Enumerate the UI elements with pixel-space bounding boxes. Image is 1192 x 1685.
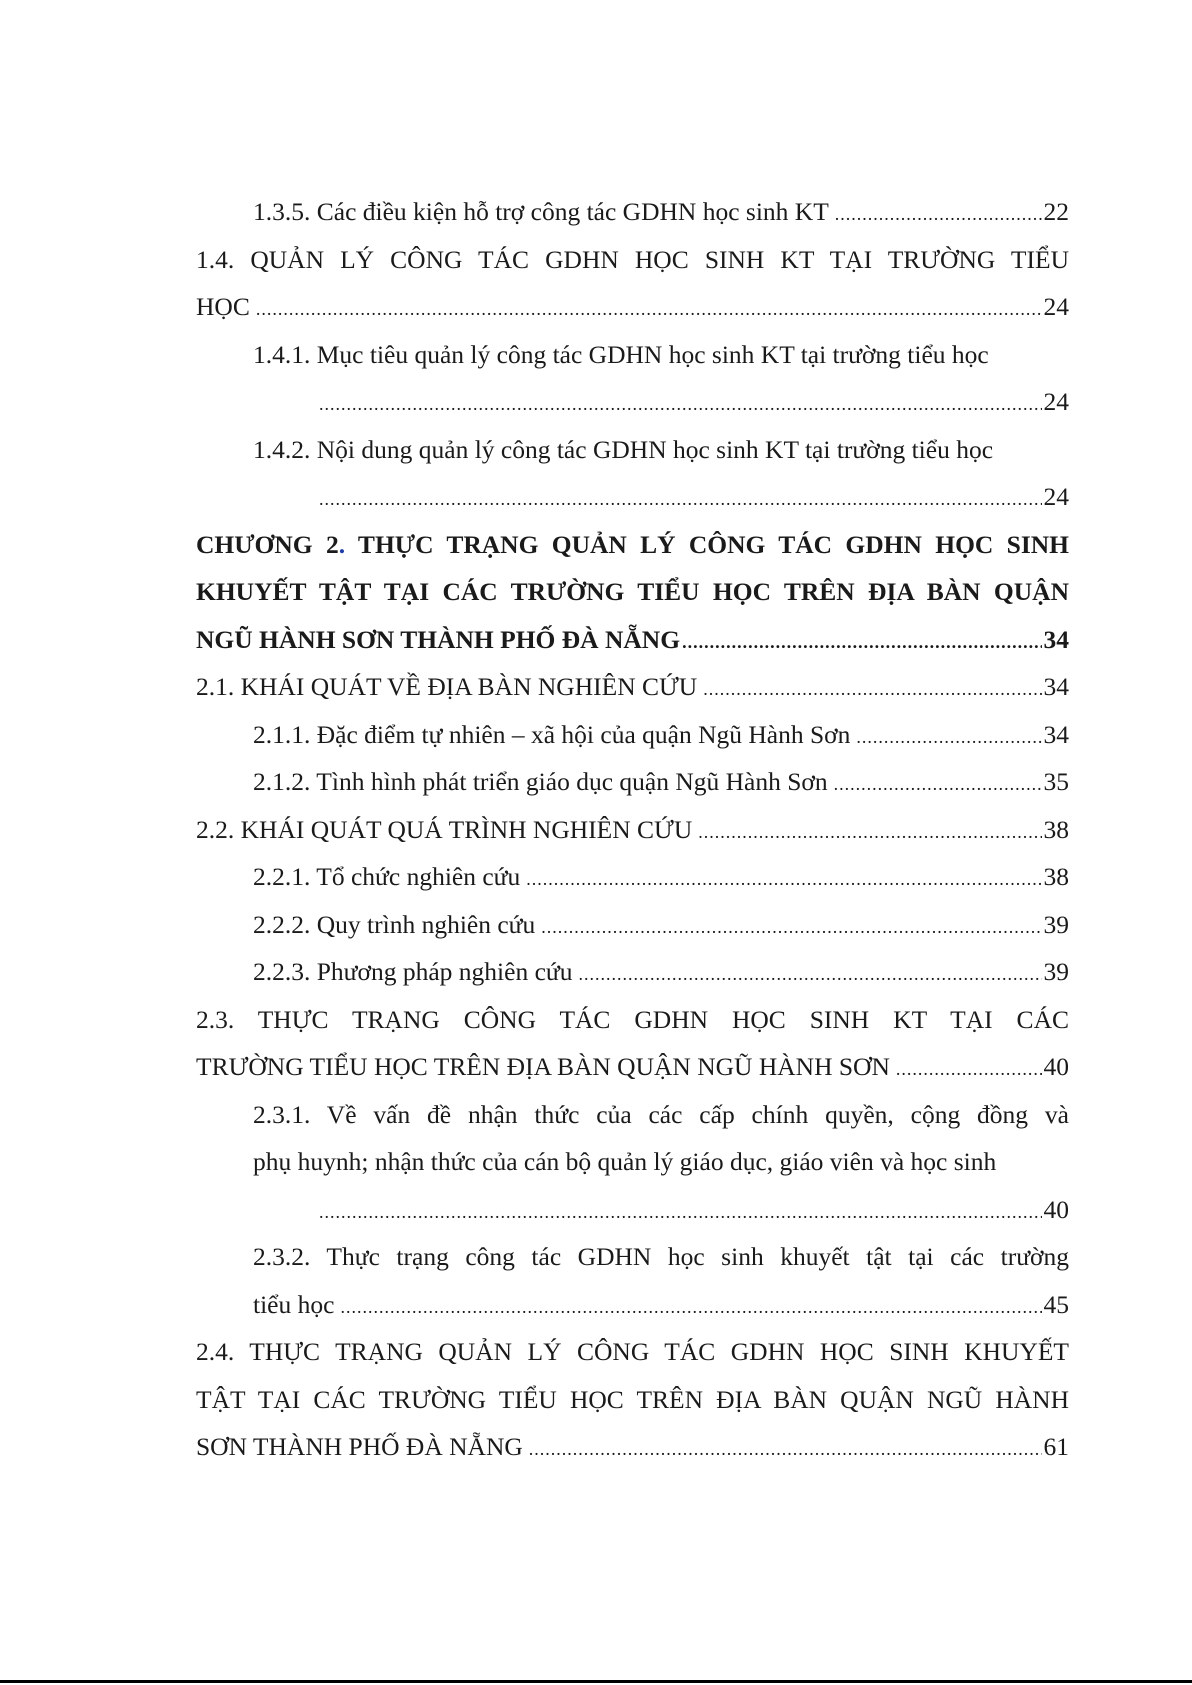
toc-entry-title: 2.2.1. Tổ chức nghiên cứu bbox=[253, 862, 521, 891]
toc-entry-title: 1.3.5. Các điều kiện hỗ trợ công tác GDHN học sinh KT bbox=[253, 197, 829, 226]
table-of-contents bbox=[196, 188, 1069, 1471]
toc-page-number: 39 bbox=[1043, 909, 1069, 939]
toc-entry-2-3-1-line2[interactable] bbox=[196, 1138, 1069, 1186]
toc-page-number: 35 bbox=[1043, 767, 1069, 796]
toc-entry-title: 1.4.1. Mục tiêu quản lý công tác GDHN học sinh KT tại trường tiểu học bbox=[253, 339, 989, 369]
toc-entry-2-2-1[interactable] bbox=[196, 853, 1069, 901]
toc-entry-title: 2.2. KHÁI QUÁT QUÁ TRÌNH NGHIÊN CỨU bbox=[196, 814, 693, 844]
chapter-label: CHƯƠNG 2. THỰC TRẠNG QUẢN LÝ CÔNG TÁC GDHN HỌC SINH bbox=[196, 529, 1069, 559]
toc-page-number: 24 bbox=[1043, 292, 1069, 321]
toc-leader-dots bbox=[834, 761, 1042, 806]
toc-entry-2-4-line1[interactable] bbox=[196, 1328, 1069, 1376]
toc-entry-title: 1.4.2. Nội dung quản lý công tác GDHN học sinh KT tại trường tiểu học bbox=[253, 434, 994, 464]
toc-entry-2-3-1-line1[interactable] bbox=[196, 1091, 1069, 1139]
toc-entry-2-3-1-line3[interactable] bbox=[196, 1186, 1069, 1234]
toc-leader-dots bbox=[835, 191, 1042, 236]
toc-leader-dots bbox=[896, 1046, 1042, 1091]
toc-entry-title: 2.2.3. Phương pháp nghiên cứu bbox=[253, 957, 573, 986]
toc-page-number: 38 bbox=[1043, 862, 1069, 891]
toc-leader-dots bbox=[698, 809, 1041, 854]
toc-entry-2-1[interactable] bbox=[196, 663, 1069, 711]
toc-page-number: 61 bbox=[1043, 1432, 1069, 1461]
toc-entry-1-4-1-line2[interactable] bbox=[196, 378, 1069, 426]
toc-page-number: 45 bbox=[1043, 1289, 1069, 1319]
toc-entry-1-4-2-line2[interactable] bbox=[196, 473, 1069, 521]
toc-entry-title: 2.3.1. Về vấn đề nhận thức của các cấp chính quyền, cộng đồng và bbox=[253, 1099, 1069, 1129]
toc-entry-title-cont: TẬT TẠI CÁC TRƯỜNG TIỂU HỌC TRÊN ĐỊA BÀN QUẬN NGŨ HÀNH bbox=[196, 1384, 1069, 1414]
toc-entry-title: 1.4. QUẢN LÝ CÔNG TÁC GDHN HỌC SINH KT TẠI TRƯỜNG TIỂU bbox=[196, 244, 1069, 274]
toc-entry-2-2[interactable] bbox=[196, 806, 1069, 854]
toc-entry-1-4-line1[interactable] bbox=[196, 236, 1069, 284]
toc-entry-title: 2.2.2. Quy trình nghiên cứu bbox=[253, 909, 536, 939]
toc-leader-dots bbox=[541, 904, 1041, 949]
toc-leader-dots bbox=[682, 619, 1041, 664]
toc-leader-dots bbox=[319, 476, 1042, 521]
toc-entry-title-cont: HỌC bbox=[196, 292, 250, 321]
toc-entry-2-3-line1[interactable] bbox=[196, 996, 1069, 1044]
toc-entry-1-4-2-line1[interactable] bbox=[196, 426, 1069, 474]
toc-page-number: 34 bbox=[1043, 719, 1069, 749]
toc-chapter-2-line2[interactable] bbox=[196, 568, 1069, 616]
toc-leader-dots bbox=[578, 951, 1041, 996]
toc-entry-title-cont: tiểu học bbox=[253, 1289, 335, 1319]
toc-entry-title: 2.1.1. Đặc điểm tự nhiên – xã hội của quận Ngũ Hành Sơn bbox=[253, 719, 851, 749]
chapter-title-cont: KHUYẾT TẬT TẠI CÁC TRƯỜNG TIỂU HỌC TRÊN ĐỊA BÀN QUẬN bbox=[196, 577, 1069, 606]
toc-entry-2-2-3[interactable] bbox=[196, 948, 1069, 996]
toc-entry-2-3-2-line2[interactable] bbox=[196, 1281, 1069, 1329]
toc-entry-1-3-5[interactable] bbox=[196, 188, 1069, 236]
toc-leader-dots bbox=[856, 714, 1041, 759]
toc-page-number: 24 bbox=[1043, 387, 1069, 416]
toc-entry-title-cont: phụ huynh; nhận thức của cán bộ quản lý giáo dục, giáo viên và học sinh bbox=[253, 1147, 997, 1176]
toc-page-number: 40 bbox=[1043, 1194, 1069, 1224]
toc-entry-title: 2.3. THỰC TRẠNG CÔNG TÁC GDHN HỌC SINH KT TẠI CÁC bbox=[196, 1004, 1069, 1034]
toc-leader-dots bbox=[340, 1284, 1041, 1329]
toc-leader-dots bbox=[703, 666, 1041, 711]
toc-entry-title-cont: TRƯỜNG TIỂU HỌC TRÊN ĐỊA BÀN QUẬN NGŨ HÀNH SƠN bbox=[196, 1052, 890, 1081]
toc-chapter-2-line3[interactable] bbox=[196, 616, 1069, 664]
toc-leader-dots bbox=[526, 856, 1041, 901]
toc-page-number: 22 bbox=[1043, 197, 1069, 226]
toc-leader-dots bbox=[319, 1189, 1042, 1234]
toc-entry-title: 2.1. KHÁI QUÁT VỀ ĐỊA BÀN NGHIÊN CỨU bbox=[196, 672, 698, 701]
toc-leader-dots bbox=[529, 1426, 1042, 1471]
toc-leader-dots bbox=[319, 381, 1042, 426]
toc-entry-2-2-2[interactable] bbox=[196, 901, 1069, 949]
toc-entry-title: 2.1.2. Tình hình phát triển giáo dục quận Ngũ Hành Sơn bbox=[253, 767, 828, 796]
toc-entry-2-3-line2[interactable] bbox=[196, 1043, 1069, 1091]
toc-entry-2-1-1[interactable] bbox=[196, 711, 1069, 759]
chapter-title-cont: NGŨ HÀNH SƠN THÀNH PHỐ ĐÀ NẴNG bbox=[196, 624, 681, 654]
page-bottom-border bbox=[0, 1680, 1192, 1683]
toc-entry-1-4-1-line1[interactable] bbox=[196, 331, 1069, 379]
toc-entry-2-4-line3[interactable] bbox=[196, 1423, 1069, 1471]
toc-page-number: 34 bbox=[1043, 624, 1069, 654]
toc-entry-2-1-2[interactable] bbox=[196, 758, 1069, 806]
toc-entry-title-cont: SƠN THÀNH PHỐ ĐÀ NẴNG bbox=[196, 1432, 523, 1461]
toc-page-number: 38 bbox=[1043, 814, 1069, 844]
toc-entry-title: 2.4. THỰC TRẠNG QUẢN LÝ CÔNG TÁC GDHN HỌC SINH KHUYẾT bbox=[196, 1337, 1069, 1366]
toc-entry-2-3-2-line1[interactable] bbox=[196, 1233, 1069, 1281]
toc-entry-title: 2.3.2. Thực trạng công tác GDHN học sinh khuyết tật tại các trường bbox=[253, 1242, 1069, 1271]
toc-chapter-2-line1[interactable] bbox=[196, 521, 1069, 569]
toc-page-number: 24 bbox=[1043, 482, 1069, 511]
toc-page-number: 34 bbox=[1043, 672, 1069, 701]
toc-page-number: 40 bbox=[1043, 1052, 1069, 1081]
toc-leader-dots bbox=[256, 286, 1042, 331]
toc-page-number: 39 bbox=[1043, 957, 1069, 986]
toc-entry-2-4-line2[interactable] bbox=[196, 1376, 1069, 1424]
toc-entry-1-4-line2[interactable] bbox=[196, 283, 1069, 331]
